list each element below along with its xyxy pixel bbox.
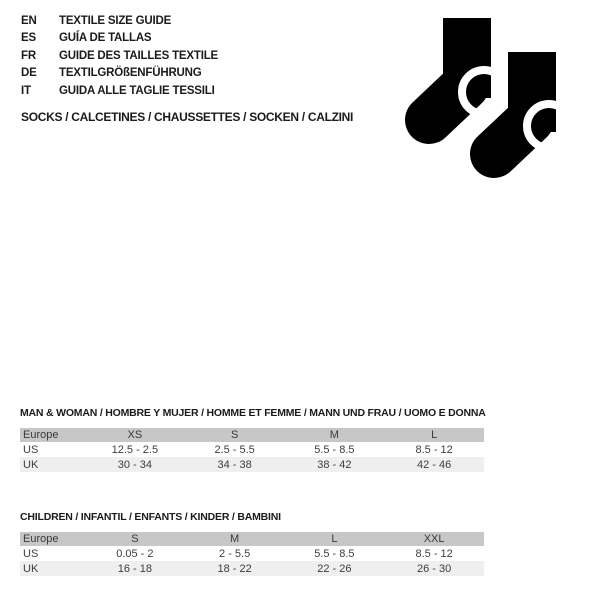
column-header-xs: XS [127,429,143,441]
size-value: 2.5 - 5.5 [214,443,255,456]
size-value: 5.5 - 8.5 [314,547,355,560]
size-value: 30 - 34 [117,458,152,471]
row-label: UK [23,562,39,575]
language-code: FR [21,49,36,62]
column-header-region: Europe [23,429,59,441]
language-code: IT [21,84,31,97]
size-value: 2 - 5.5 [219,547,251,560]
socks-icon [400,8,580,188]
column-header-l: L [331,533,338,545]
size-value: 42 - 46 [417,458,452,471]
language-row-de [21,65,218,83]
language-row-it [21,82,218,100]
size-value: 26 - 30 [417,562,452,575]
size-table-man-woman [20,407,484,472]
language-code: DE [21,67,37,80]
guide-title-it: GUIDA ALLE TAGLIE TESSILI [59,84,215,97]
size-table-children [20,511,484,576]
language-row-fr [21,47,218,65]
column-header-m: M [230,533,240,545]
size-value: 5.5 - 8.5 [314,443,355,456]
language-code: ES [21,32,36,45]
column-header-xxl: XXL [423,533,445,545]
sock-back [429,18,506,120]
column-header-region: Europe [23,533,59,545]
column-header-m: M [329,429,339,441]
column-header-l: L [431,429,438,441]
size-value: 38 - 42 [317,458,352,471]
size-value: 18 - 22 [217,562,252,575]
size-value: 22 - 26 [317,562,352,575]
size-value: 8.5 - 12 [415,443,453,456]
language-row-es [21,30,218,48]
row-label: UK [23,458,39,471]
guide-title-fr: GUIDE DES TAILLES TEXTILE [59,49,218,62]
table-row-us [20,546,484,561]
table-header-row [20,428,484,442]
size-value: 34 - 38 [217,458,252,471]
row-label: US [23,443,39,456]
language-row-en [21,12,218,30]
column-header-s: S [230,429,239,441]
table-row-uk [20,561,484,576]
size-value: 8.5 - 12 [415,547,453,560]
guide-title-es: GUÍA DE TALLAS [59,32,152,45]
table-title: MAN & WOMAN / HOMBRE Y MUJER / HOMME ET FEMME / MANN UND FRAU / UOMO E DONNA [20,407,486,419]
size-value: 12.5 - 2.5 [111,443,159,456]
size-value: 16 - 18 [117,562,152,575]
size-value: 0.05 - 2 [116,547,154,560]
table-title: CHILDREN / INFANTIL / ENFANTS / KINDER / BAMBINI [20,511,281,523]
category-title: SOCKS / CALCETINES / CHAUSSETTES / SOCKEN / CALZINI [21,110,354,124]
guide-title-de: TEXTILGRÖßENFÜHRUNG [59,67,202,80]
column-header-s: S [131,533,139,545]
language-guide-block [21,12,218,100]
table-row-uk [20,457,484,472]
language-code: EN [21,14,37,27]
table-header-row [20,532,484,546]
guide-title-en: TEXTILE SIZE GUIDE [59,14,172,27]
row-label: US [23,547,39,560]
table-row-us [20,442,484,457]
